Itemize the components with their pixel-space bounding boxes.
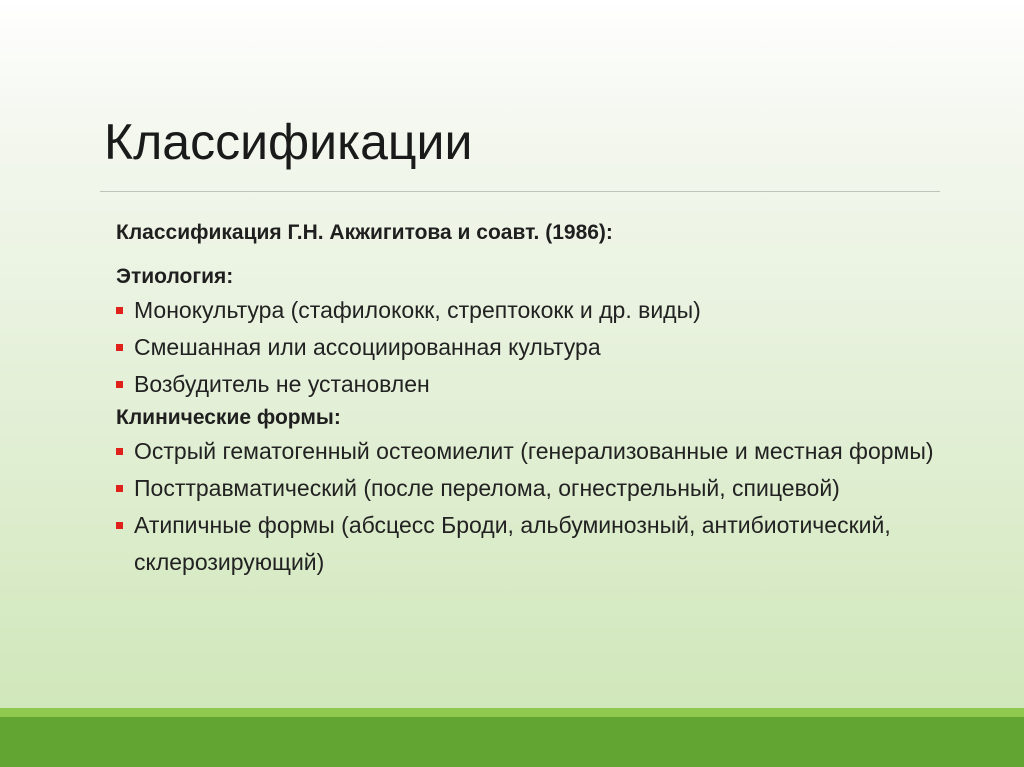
list-item-text: Монокультура (стафилококк, стрептококк и др. виды): [134, 297, 701, 323]
footer-band-dark: [0, 717, 1024, 767]
clinical-forms-list: [116, 433, 936, 581]
title-divider: [100, 191, 940, 192]
list-item: [116, 433, 936, 470]
etiology-list: [116, 292, 936, 403]
section-heading-clinical-forms: Клинические формы:: [116, 406, 341, 429]
square-bullet-icon: [116, 485, 123, 492]
square-bullet-icon: [116, 307, 123, 314]
list-item-text: Атипичные формы (абсцесс Броди, альбуминозный, антибиотический, склерозирующий): [134, 512, 891, 575]
slide-content: [116, 218, 936, 581]
list-item: [116, 329, 936, 366]
list-item: [116, 470, 936, 507]
list-item-text: Острый гематогенный остеомиелит (генерализованные и местная формы): [134, 438, 934, 464]
square-bullet-icon: [116, 522, 123, 529]
footer-band-light: [0, 708, 1024, 717]
square-bullet-icon: [116, 381, 123, 388]
square-bullet-icon: [116, 344, 123, 351]
classification-heading: Классификация Г.Н. Акжигитова и соавт. (1986):: [116, 221, 613, 244]
list-item-text: Смешанная или ассоциированная культура: [134, 334, 601, 360]
list-item-text: Возбудитель не установлен: [134, 371, 430, 397]
section-heading-etiology: Этиология:: [116, 265, 234, 288]
list-item: [116, 292, 936, 329]
slide-title: Классификации: [104, 114, 473, 170]
square-bullet-icon: [116, 448, 123, 455]
list-item-text: Посттравматический (после перелома, огнестрельный, спицевой): [134, 475, 840, 501]
list-item: [116, 366, 936, 403]
list-item: [116, 507, 936, 581]
